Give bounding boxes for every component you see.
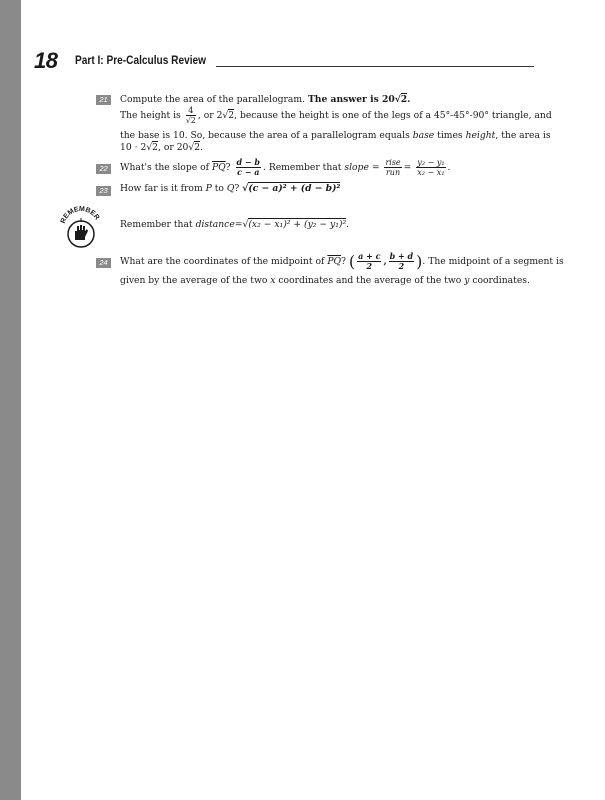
question-number-21: 21: [96, 95, 111, 105]
question-number-24: 24: [96, 258, 111, 268]
question-number-23: 23: [96, 186, 111, 196]
header-rule: [216, 66, 534, 67]
answer-21-line-2: The height is $\frac{4}{√2}$ , or 2√2, because the height is one of the legs of a 45°-45°-90° triangle, and: [120, 106, 552, 125]
page-edge-strip: [0, 0, 21, 800]
slope-answer-fraction: $\frac{d - b}{c - a}$: [236, 157, 260, 177]
distance-answer: (c − a)² + (d − b)²: [248, 183, 341, 194]
answer-23-line: How far is it from P to Q? √(c − a)² + (d − b)²: [120, 183, 341, 194]
answer-24-line-1: What are the coordinates of the midpoint of $\overline{PQ}$? ( $\frac{a + c}{2}$ , $\frac{b + d}{2}$ ). The midpoint of a segment is: [120, 251, 564, 271]
question-number-22: 22: [96, 164, 111, 174]
answer-24-line-2: given by the average of the two x coordinates and the average of the two y coordinates.: [120, 275, 530, 286]
midpoint-x-fraction: $\frac{a + c}{2}$: [358, 251, 381, 271]
answer-21-line-4: 10 · 2√2, or 20√2.: [120, 142, 204, 153]
part-title: Part I: Pre-Calculus Review: [75, 55, 207, 67]
remember-icon: [60, 204, 102, 252]
answer-21-line-3: the base is 10. So, because the area of a parallelogram equals base times height, the area is: [120, 130, 551, 141]
slope-formula-fraction: $\frac{\text{y₂ − y₁}}{\text{x₂ − x₁}}$: [417, 158, 445, 177]
height-fraction: $\frac{4}{√2}$: [185, 106, 196, 125]
remember-label: REMEMBER: [60, 205, 101, 225]
page-number: 18: [34, 48, 58, 73]
answer-22-line: What's the slope of $\overline{PQ}$? $\frac{d - b}{c - a}$ . Remember that slope = $\frac{\text{rise}}{\text{run}}$ = $\frac{\text{y₂ − y₁}}{\text{x₂ − x₁}}$ .: [120, 157, 451, 177]
distance-formula: (x₂ − x₁)² + (y₂ − y₁)²: [248, 219, 347, 230]
remember-note: Remember that distance=√(x₂ − x₁)² + (y₂ − y₁)².: [120, 219, 350, 230]
midpoint-y-fraction: $\frac{b + d}{2}$: [389, 251, 414, 271]
rise-run-fraction: $\frac{\text{rise}}{\text{run}}$: [385, 158, 401, 177]
answer-21-line-1: Compute the area of the parallelogram. The answer is 20√2.: [120, 94, 411, 105]
